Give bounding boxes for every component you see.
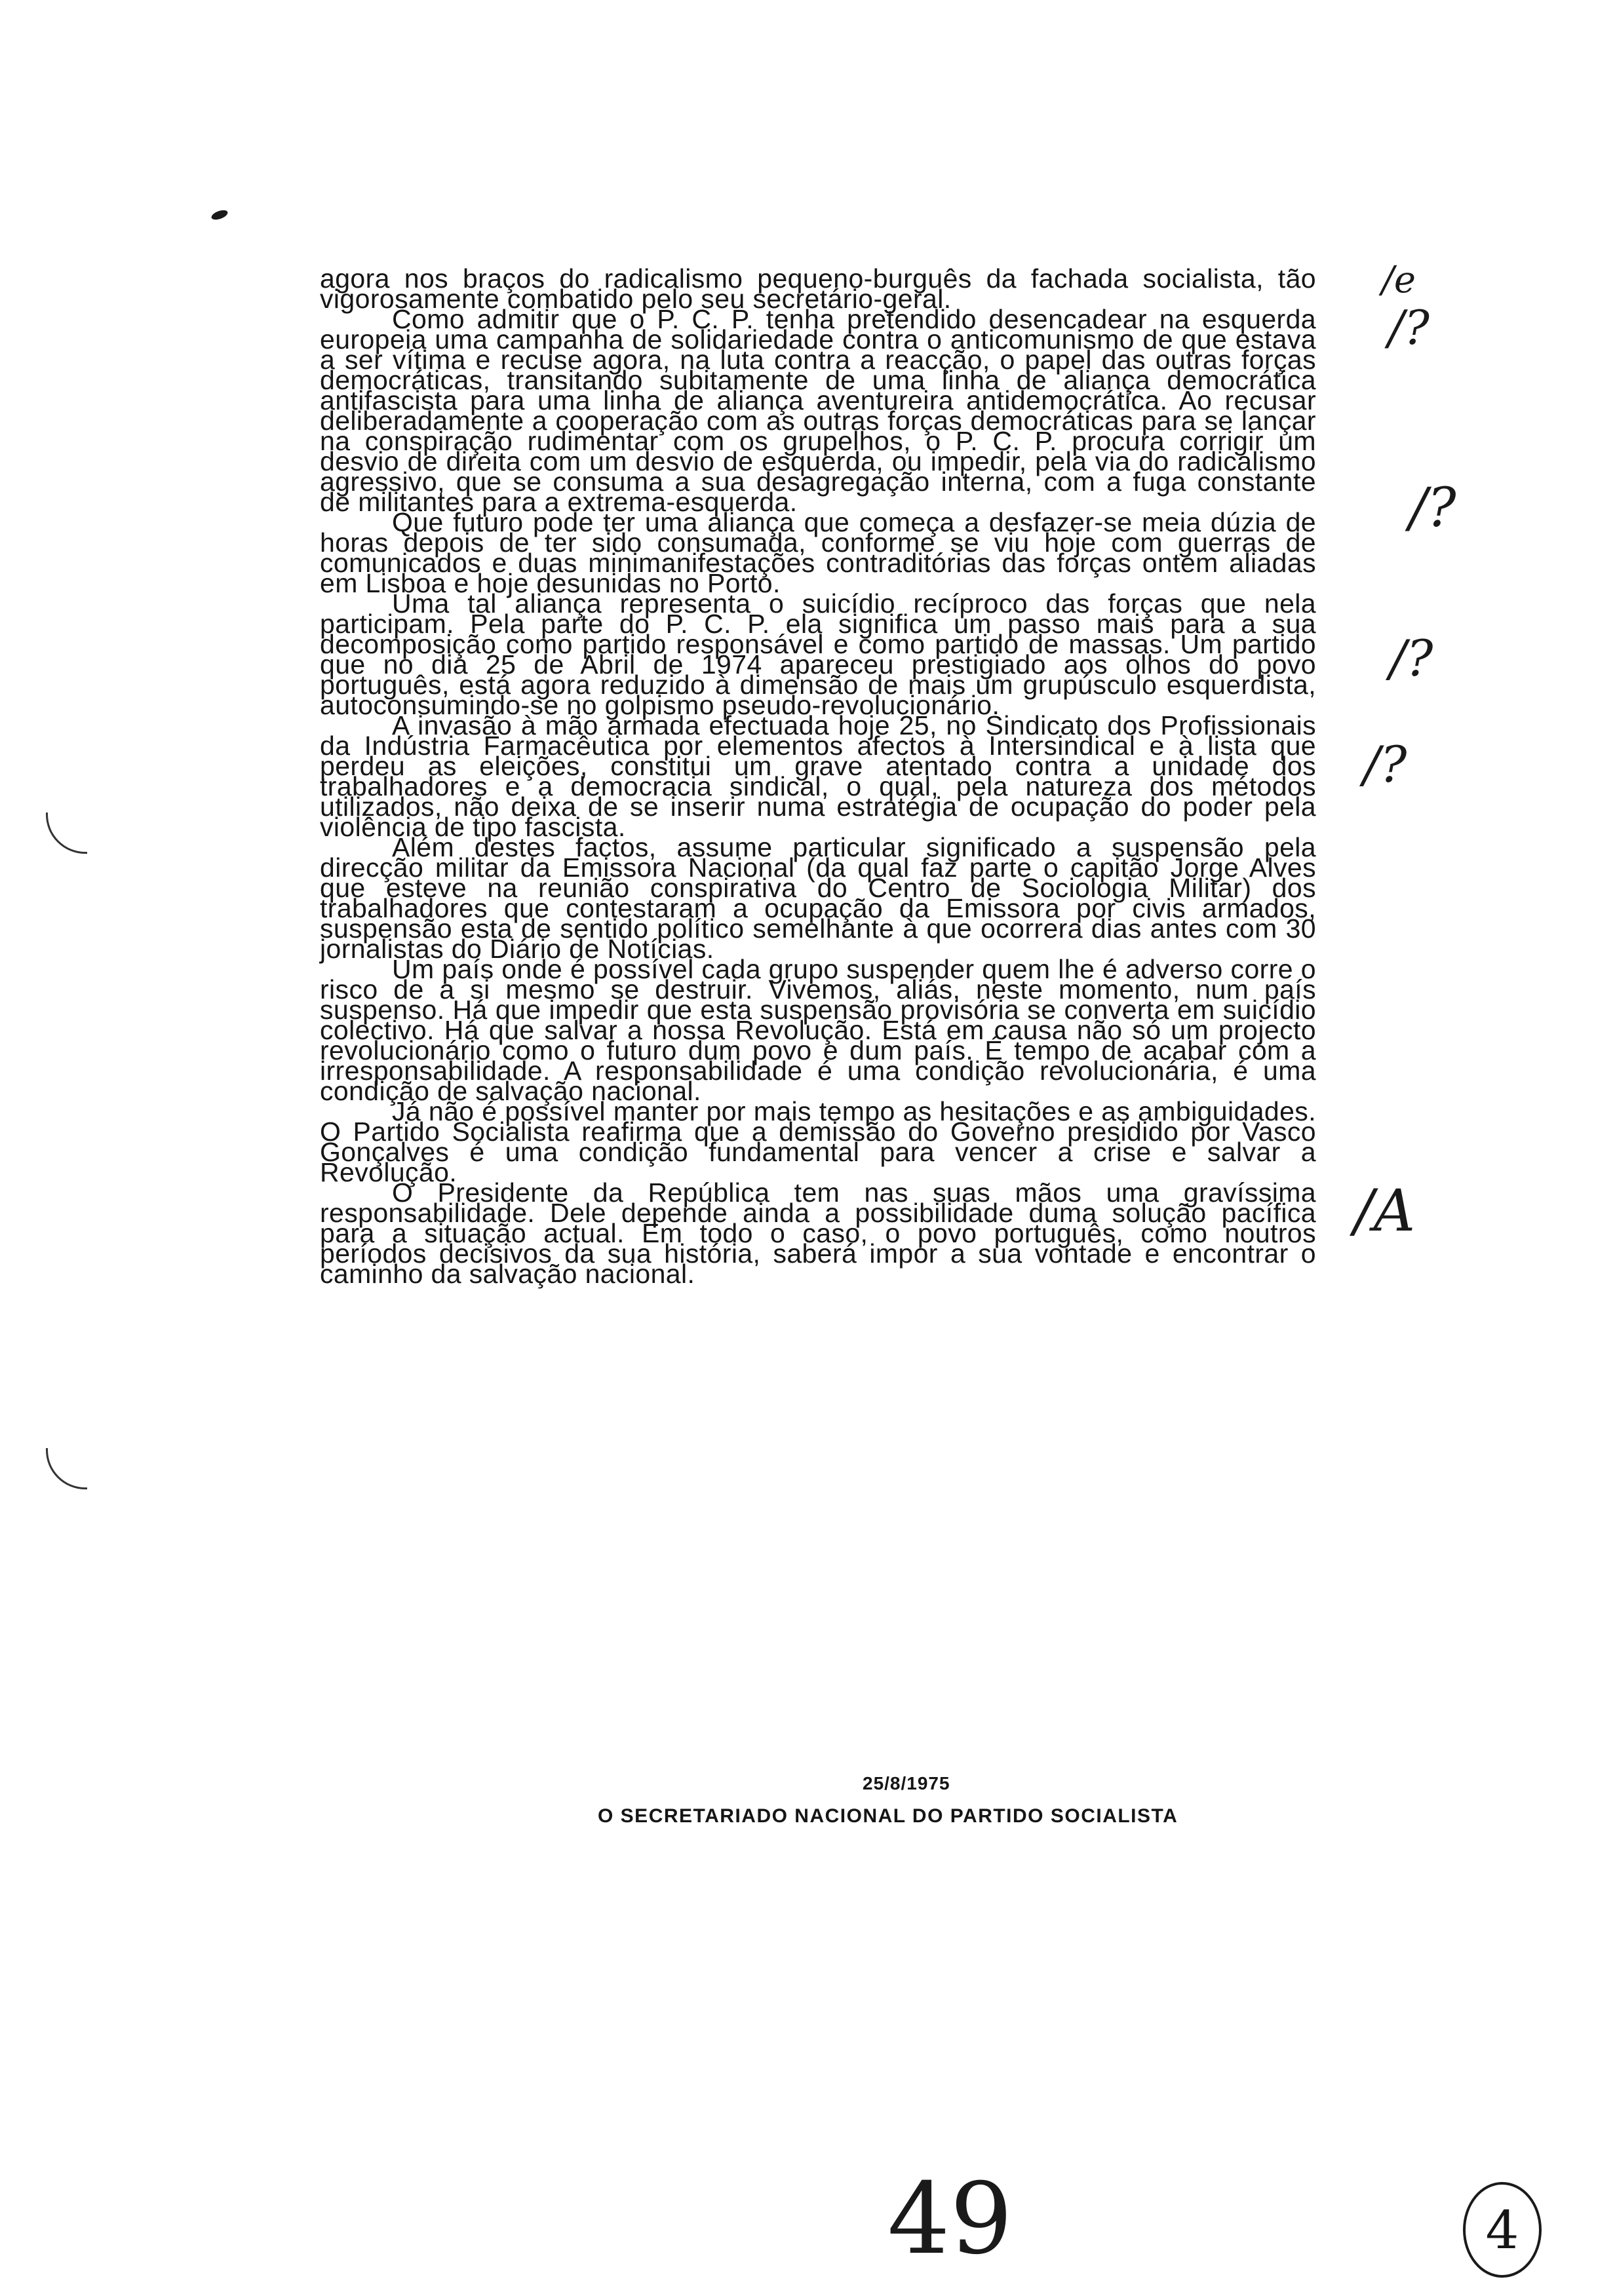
margin-note: /? (1363, 735, 1407, 794)
margin-note: /e (1382, 259, 1416, 301)
paragraph: Um país onde é possível cada grupo suspender quem lhe é adverso corre o risco de a si mesmo se destruir. Vivemos, aliás, neste momento, num país suspenso. Há que impedir que esta suspensão provisória se converta em suicídio colectivo. Há que salvar a nossa Revolução. Está em causa não só um projecto revolucionário como o futuro dum povo e dum país. É tempo de acabar com a irresponsabilidade. A responsabilidade é uma condição revolucionária, é uma condição de salvação nacional. (320, 954, 1316, 1106)
margin-note: /? (1409, 477, 1456, 539)
circled-page-number: 4 (1463, 2182, 1542, 2278)
punch-hole-mark (46, 813, 87, 854)
handwritten-page-number: 49 (887, 2162, 1013, 2276)
margin-note: /? (1388, 300, 1430, 355)
margin-note: /? (1390, 629, 1433, 687)
paragraph: Além destes factos, assume particular significado a suspensão pela direcção militar da Emissora Nacional (da qual faz parte o capitão Jorge Alves que esteve na reunião conspirativa do Centro de Sociologia Militar) dos trabalhadores que contestaram a ocupação da Emissora por civis armados, suspensão esta de sentido político semelhante à que ocorrera dias antes com 30 jornalistas do Diário de Notícias. (320, 832, 1316, 964)
ink-mark (210, 208, 229, 221)
paragraph: A invasão à mão armada efectuada hoje 25, no Sindicato dos Profissionais da Indústria Farmacêutica por elementos afectos à Intersindical e à lista que perdeu as eleições, constitui um grave atentado contra a unidade dos trabalhadores e a democracia sindical, o qual, pela natureza dos métodos utilizados, não deixa de se inserir numa estratégia de ocupação do poder pela violência de tipo fascista. (320, 710, 1316, 842)
paragraph: agora nos braços do radicalismo pequeno-burguês da fachada socialista, tão vigorosamente combatido pelo seu secretário-geral. (320, 263, 1316, 314)
paragraph: Já não é possível manter por mais tempo as hesitações e as ambiguidades. O Partido Socialista reafirma que a demissão do Governo presidido por Vasco Gonçalves é uma condição fundamental para vencer a crise e salvar a Revolução. (320, 1096, 1316, 1187)
paragraph: O Presidente da República tem nas suas mãos uma gravíssima responsabilidade. Dele depende ainda a possibilidade duma solução pacífica para a situação actual. Em todo o caso, o povo português, como noutros períodos decisivos da sua história, saberá impor a sua vontade e encontrar o caminho da salvação nacional. (320, 1177, 1316, 1289)
signature-line: O SECRETARIADO NACIONAL DO PARTIDO SOCIALISTA (598, 1805, 1178, 1827)
document-date: 25/8/1975 (863, 1773, 950, 1793)
paragraph: Como admitir que o P. C. P. tenha pretendido desencadear na esquerda europeia uma campanha de solidariedade contra o anticomunismo de que estava a ser vítima e recuse agora, na luta contra a reacção, o papel das outras forças democráticas, transitando subitamente de uma linha de aliança democrática antifascista para uma linha de aliança aventureira antidemocrática. Ao recusar deliberadamente a cooperação com as outras forças democráticas para se lançar na conspiração rudimentar com os grupelhos, o P. C. P. procura corrigir um desvio de direita com um desvio de esquerda, ou impedir, pela via do radicalismo agressivo, que se consuma a sua desagregação interna, com a fuga constante de militantes para a extrema-esquerda. (320, 304, 1316, 517)
paragraph: Que futuro pode ter uma aliança que começa a desfazer-se meia dúzia de horas depois de ter sido consumada, conforme se viu hoje com guerras de comunicados e duas minimanifestações contraditórias das forças ontem aliadas em Lisboa e hoje desunidas no Porto. (320, 507, 1316, 598)
margin-note: /A (1354, 1177, 1416, 1244)
punch-hole-mark (46, 1448, 87, 1489)
document-body (320, 263, 1316, 1289)
paragraph: Uma tal aliança representa o suicídio recíproco das forças que nela participam. Pela parte do P. C. P. ela significa um passo mais para a sua decomposição como partido responsável e como partido de massas. Um partido que no dia 25 de Abril de 1974 apareceu prestigiado aos olhos do povo português, está agora reduzido à dimensão de mais um grupúsculo esquerdista, autoconsumindo-se no golpismo pseudo-revolucionário. (320, 588, 1316, 720)
